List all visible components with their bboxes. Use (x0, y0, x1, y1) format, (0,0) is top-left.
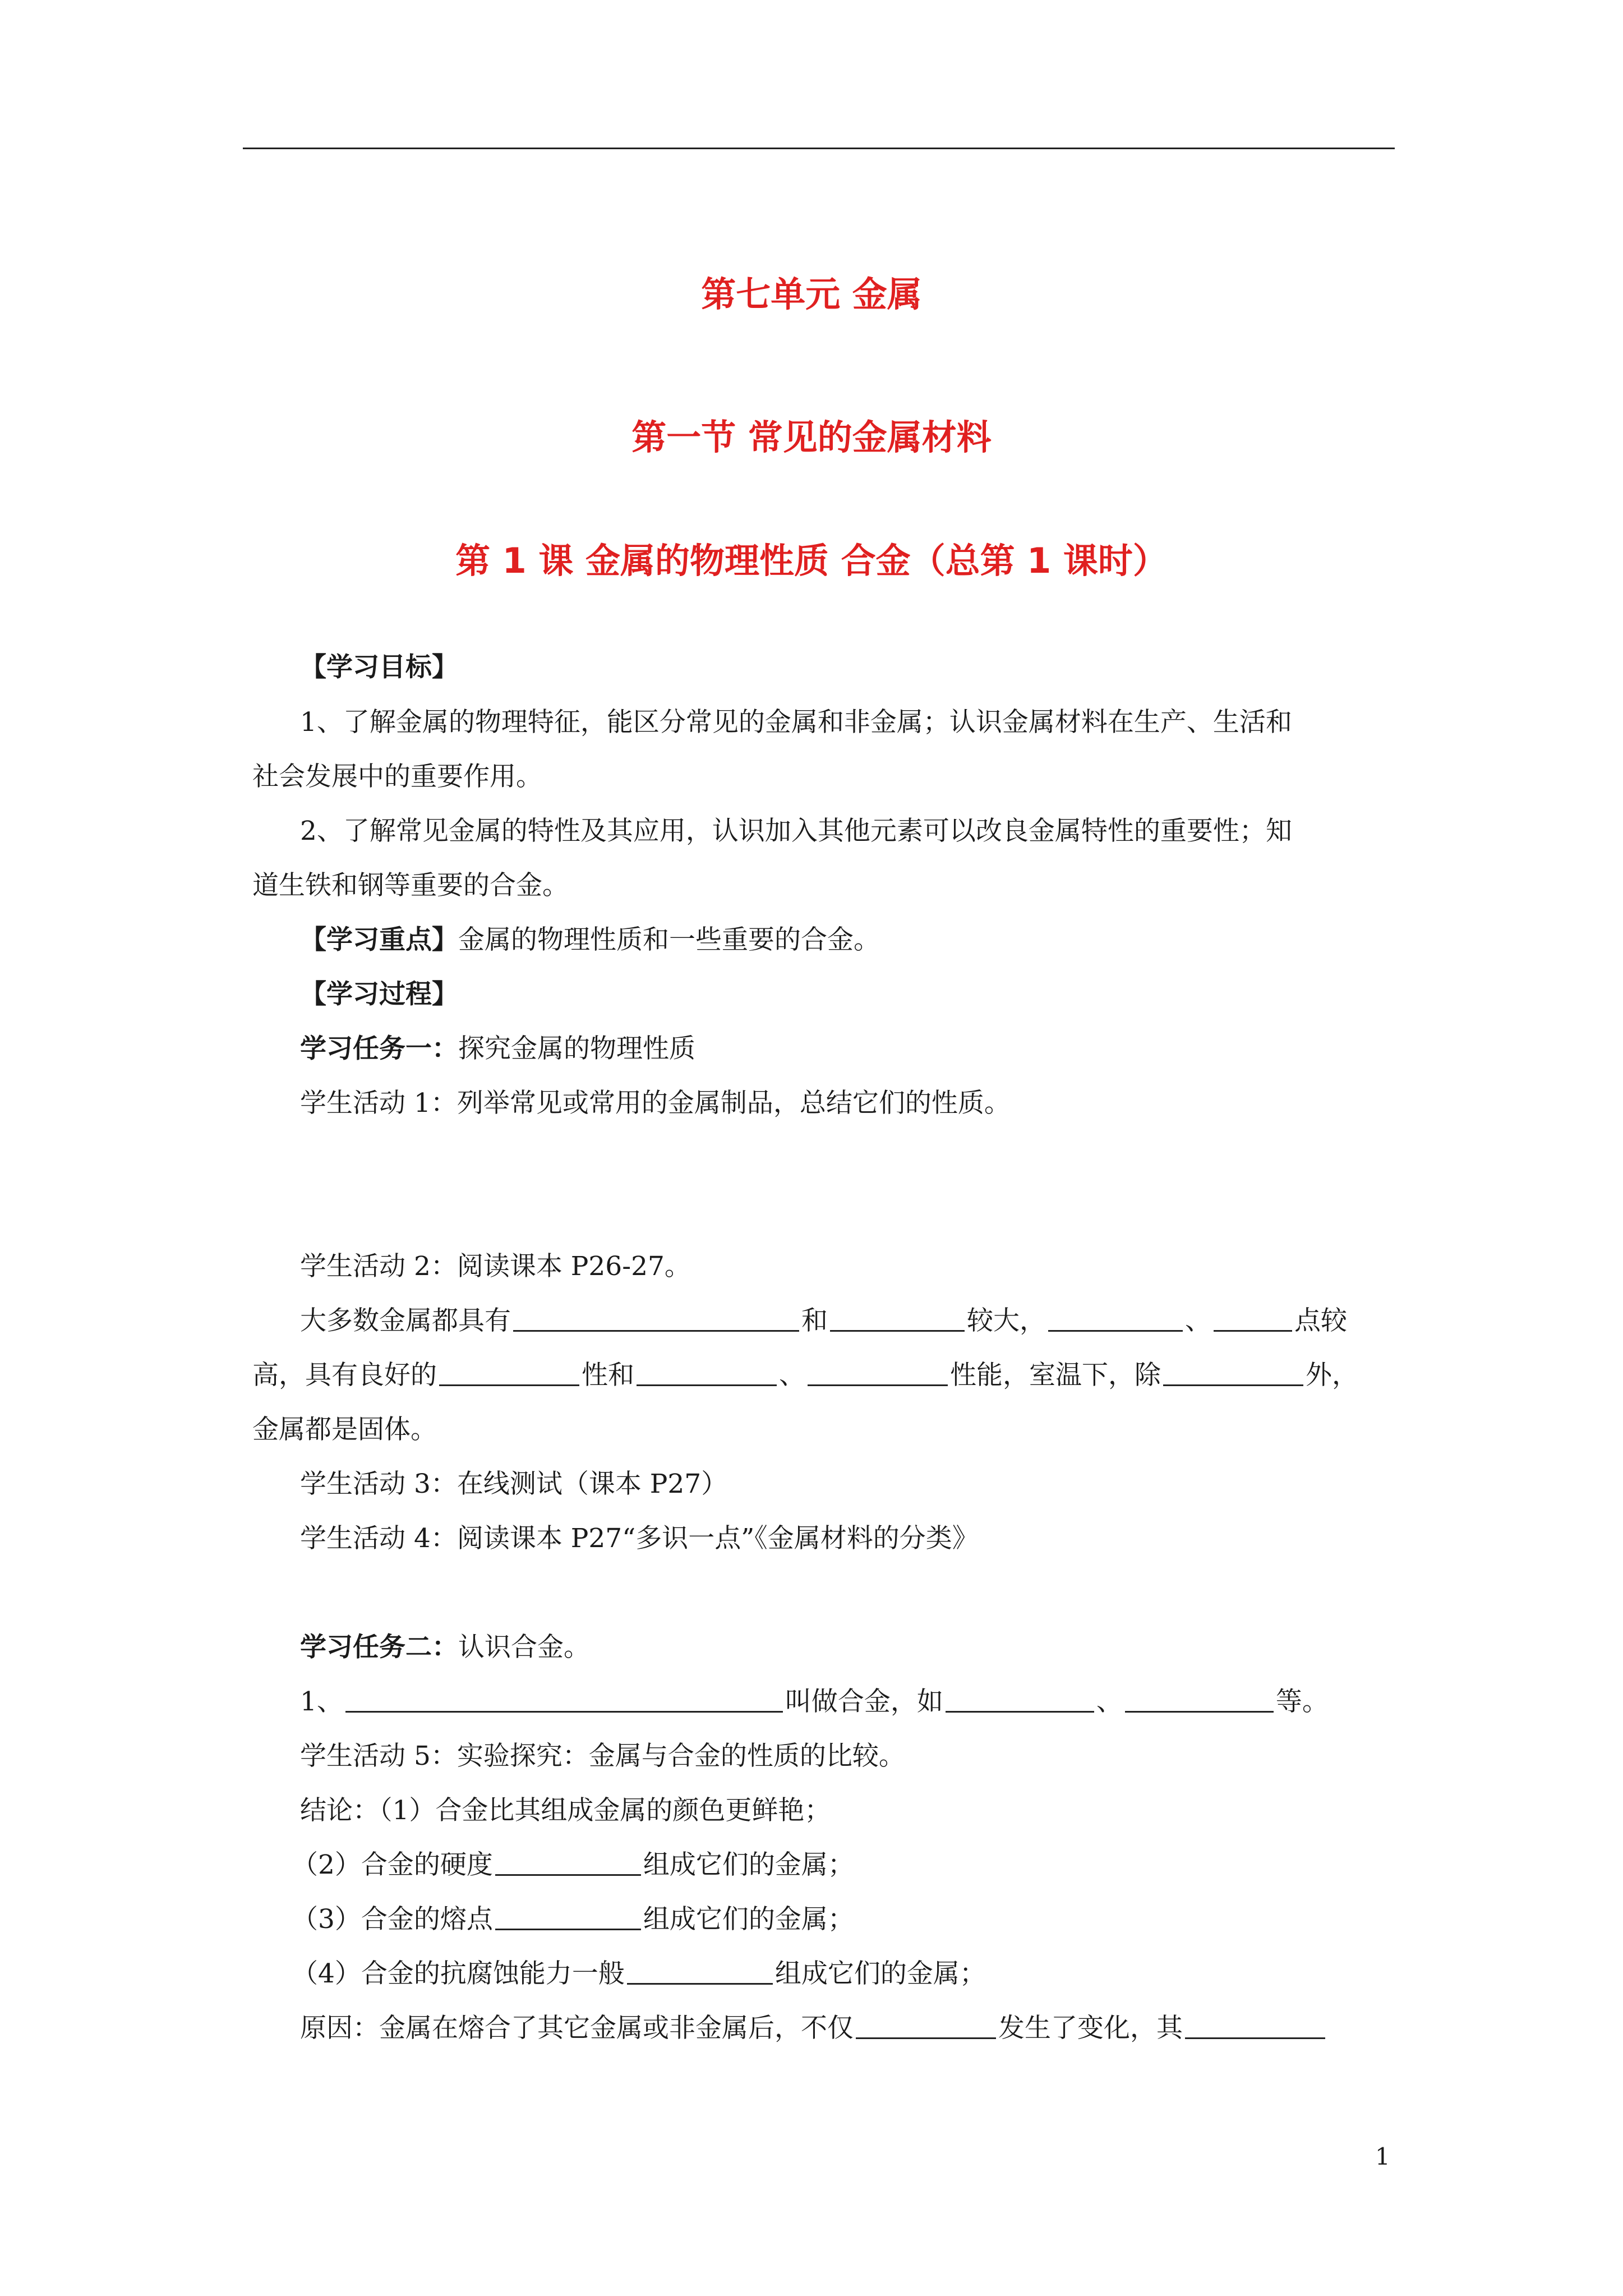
fill-text: 等。 (1275, 1686, 1329, 1717)
fill-text: 和 (801, 1305, 828, 1336)
answer-blank[interactable] (1185, 2013, 1325, 2039)
fill-line-3: 金属都是固体。 (252, 1414, 437, 1445)
fill-text: 、 (1185, 1305, 1211, 1336)
activity-5: 学生活动 5：实验探究：金属与合金的性质的比较。 (300, 1741, 905, 1772)
answer-blank[interactable] (637, 1360, 777, 1386)
answer-blank[interactable] (495, 1904, 641, 1930)
answer-blank[interactable] (830, 1305, 965, 1332)
process-heading: 【学习过程】 (300, 979, 458, 1010)
answer-blank[interactable] (627, 1958, 773, 1985)
answer-blank[interactable] (345, 1686, 783, 1713)
fill-text: 外， (1306, 1360, 1358, 1391)
lesson-title: 第 1 课 金属的物理性质 合金（总第 1 课时） (455, 540, 1168, 581)
alloy-definition (300, 1685, 1329, 1719)
page-number: 1 (1375, 2143, 1390, 2170)
fill-text: 、 (779, 1360, 805, 1391)
fill-text: 发生了变化，其 (998, 2013, 1183, 2044)
fill-text: 组成它们的金属； (643, 1904, 854, 1935)
unit-title: 第七单元 金属 (701, 274, 922, 315)
key-points-text: 金属的物理性质和一些重要的合金。 (458, 924, 880, 955)
header-rule (243, 148, 1395, 149)
conclusion-2 (292, 1848, 854, 1882)
objective-1-line-1: 1、了解金属的物理特征，能区分常见的金属和非金属；认识金属材料在生产、生活和 (300, 707, 1292, 738)
activity-4: 学生活动 4：阅读课本 P27“多识一点”《金属材料的分类》 (300, 1523, 979, 1554)
answer-blank[interactable] (513, 1305, 799, 1332)
answer-blank[interactable] (1125, 1686, 1274, 1713)
answer-blank[interactable] (495, 1849, 641, 1876)
key-points-heading: 【学习重点】 (300, 924, 458, 955)
activity-2: 学生活动 2：阅读课本 P26-27。 (300, 1251, 691, 1282)
section-title: 第一节 常见的金属材料 (631, 417, 992, 458)
objective-2-line-1: 2、了解常见金属的特性及其应用，认识加入其他元素可以改良金属特性的重要性；知 (300, 816, 1292, 846)
key-points (300, 923, 880, 957)
task-1-text: 探究金属的物理性质 (458, 1033, 695, 1064)
fill-text: 性能，室温下，除 (950, 1360, 1161, 1391)
activity-1: 学生活动 1：列举常见或常用的金属制品，总结它们的性质。 (300, 1088, 1011, 1119)
task-1-label: 学习任务一： (300, 1033, 458, 1064)
fill-text: （4）合金的抗腐蚀能力一般 (292, 1958, 625, 1989)
fill-text: 原因：金属在熔合了其它金属或非金属后，不仅 (300, 2013, 854, 2044)
fill-line-2 (252, 1359, 1358, 1392)
answer-blank[interactable] (1048, 1305, 1183, 1332)
fill-text: （3）合金的熔点 (292, 1904, 493, 1935)
fill-text: 、 (1096, 1686, 1123, 1717)
fill-text: 1、 (300, 1686, 343, 1717)
objective-2-line-2: 道生铁和钢等重要的合金。 (252, 870, 569, 901)
fill-text: （2）合金的硬度 (292, 1849, 493, 1880)
task-2 (300, 1631, 590, 1664)
task-2-text: 认识合金。 (458, 1632, 590, 1663)
fill-line-1 (300, 1304, 1347, 1338)
answer-blank[interactable] (1214, 1305, 1292, 1332)
reason (300, 2012, 1327, 2045)
conclusion-3 (292, 1903, 854, 1936)
conclusion-4 (292, 1957, 986, 1991)
objectives-heading: 【学习目标】 (300, 652, 458, 683)
fill-text: 大多数金属都具有 (300, 1305, 511, 1336)
fill-text: 高，具有良好的 (252, 1360, 437, 1391)
fill-text: 叫做合金，如 (785, 1686, 943, 1717)
fill-text: 点较 (1294, 1305, 1347, 1336)
fill-text: 较大， (967, 1305, 1046, 1336)
objective-1-line-2: 社会发展中的重要作用。 (252, 761, 542, 792)
fill-text: 性和 (582, 1360, 634, 1391)
fill-text: 组成它们的金属； (643, 1849, 854, 1880)
answer-blank[interactable] (1163, 1360, 1303, 1386)
answer-blank[interactable] (808, 1360, 948, 1386)
answer-blank[interactable] (946, 1686, 1094, 1713)
conclusion-1: 结论：（1）合金比其组成金属的颜色更鲜艳； (300, 1795, 831, 1826)
answer-blank[interactable] (439, 1360, 579, 1386)
task-1 (300, 1032, 695, 1066)
answer-blank[interactable] (856, 2013, 996, 2039)
activity-3: 学生活动 3：在线测试（课本 P27） (300, 1469, 728, 1499)
fill-text: 组成它们的金属； (774, 1958, 986, 1989)
task-2-label: 学习任务二： (300, 1632, 458, 1663)
